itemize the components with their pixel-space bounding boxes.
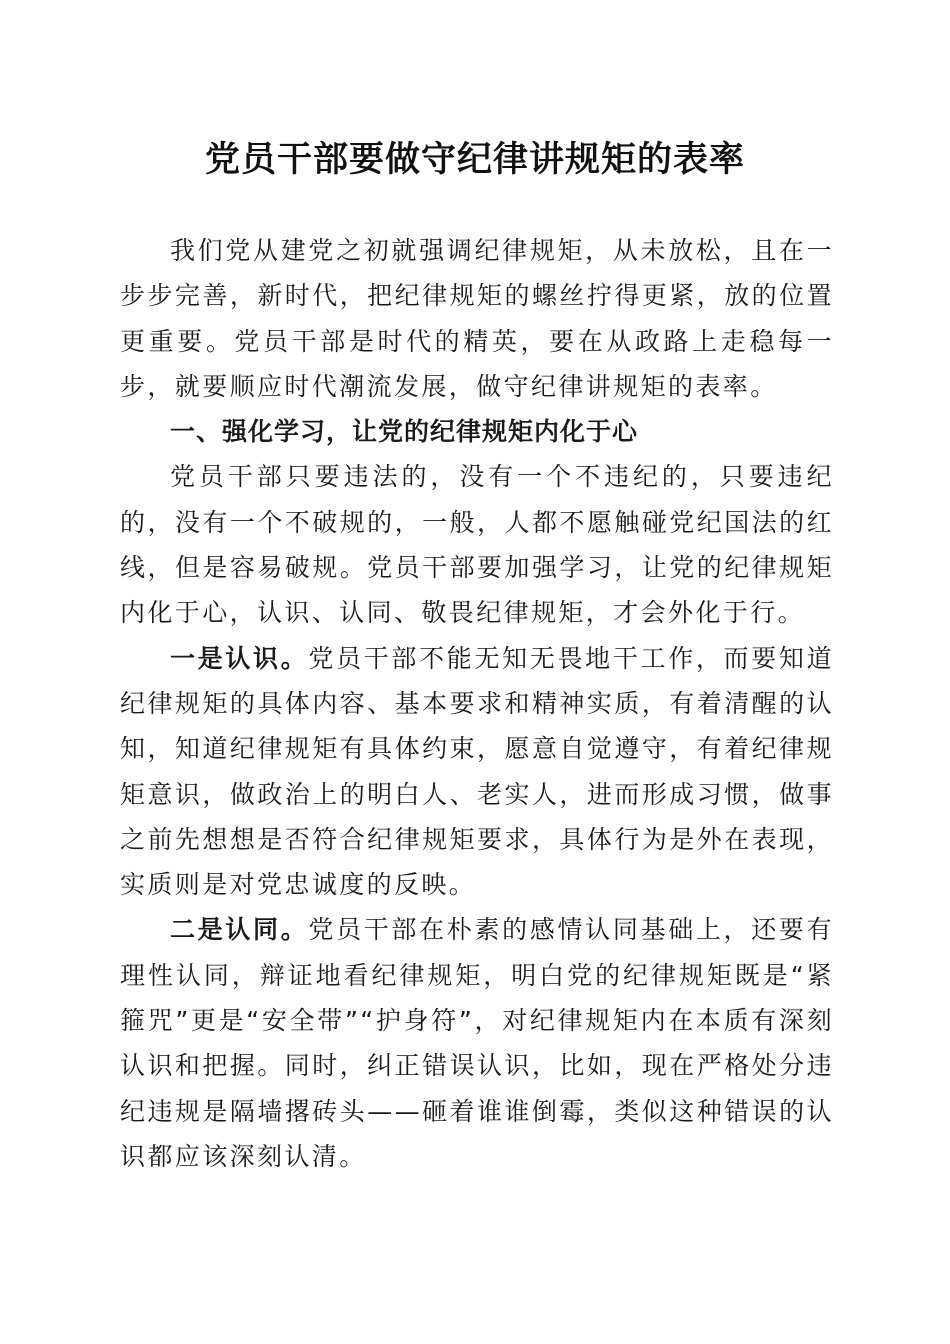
point-text-1: 党员干部不能无知无畏地干工作，而要知道纪律规矩的具体内容、基本要求和精神实质，有着清醒的认知，知道纪律规矩有具体约束，愿意自觉遵守，有着纪律规矩意识，做政治上的明白人、老实人，进而形成习惯，做事之前先想想是否符合纪律规矩要求，具体行为是外在表现，实质则是对党忠诚度的反映。	[120, 643, 834, 900]
section-paragraph: 党员干部只要违法的，没有一个不违纪的，只要违纪的，没有一个不破规的，一般，人都不愿触碰党纪国法的红线，但是容易破规。党员干部要加强学习，让党的纪律规矩内化于心，认识、认同、敬畏纪律规矩，才会外化于行。	[120, 462, 834, 628]
document-body	[120, 228, 834, 1179]
section-heading: 一、强化学习，让党的纪律规矩内化于心	[170, 417, 639, 447]
point-text-2: 党员干部在朴素的感情认同基础上，还要有理性认同，辩证地看纪律规矩，明白党的纪律规矩既是“紧箍咒”更是“安全带”“护身符”，对纪律规矩内在本质有深刻认识和把握。同时，纠正错误认识，比如，现在严格处分违纪违规是隔墙撂砖头——砸着谁谁倒霉，类似这种错误的认识都应该深刻认清。	[120, 915, 834, 1171]
point-lead-2: 二是认同。	[170, 915, 309, 945]
point-lead-1: 一是认识。	[170, 643, 309, 673]
intro-paragraph: 我们党从建党之初就强调纪律规矩，从未放松，且在一步步完善，新时代，把纪律规矩的螺丝拧得更紧，放的位置更重要。党员干部是时代的精英，要在从政路上走稳每一步，就要顺应时代潮流发展，做守纪律讲规矩的表率。	[120, 236, 834, 401]
document-title: 党员干部要做守纪律讲规矩的表率	[204, 139, 745, 180]
point-paragraph-1	[120, 636, 834, 908]
point-paragraph-2	[120, 907, 834, 1179]
